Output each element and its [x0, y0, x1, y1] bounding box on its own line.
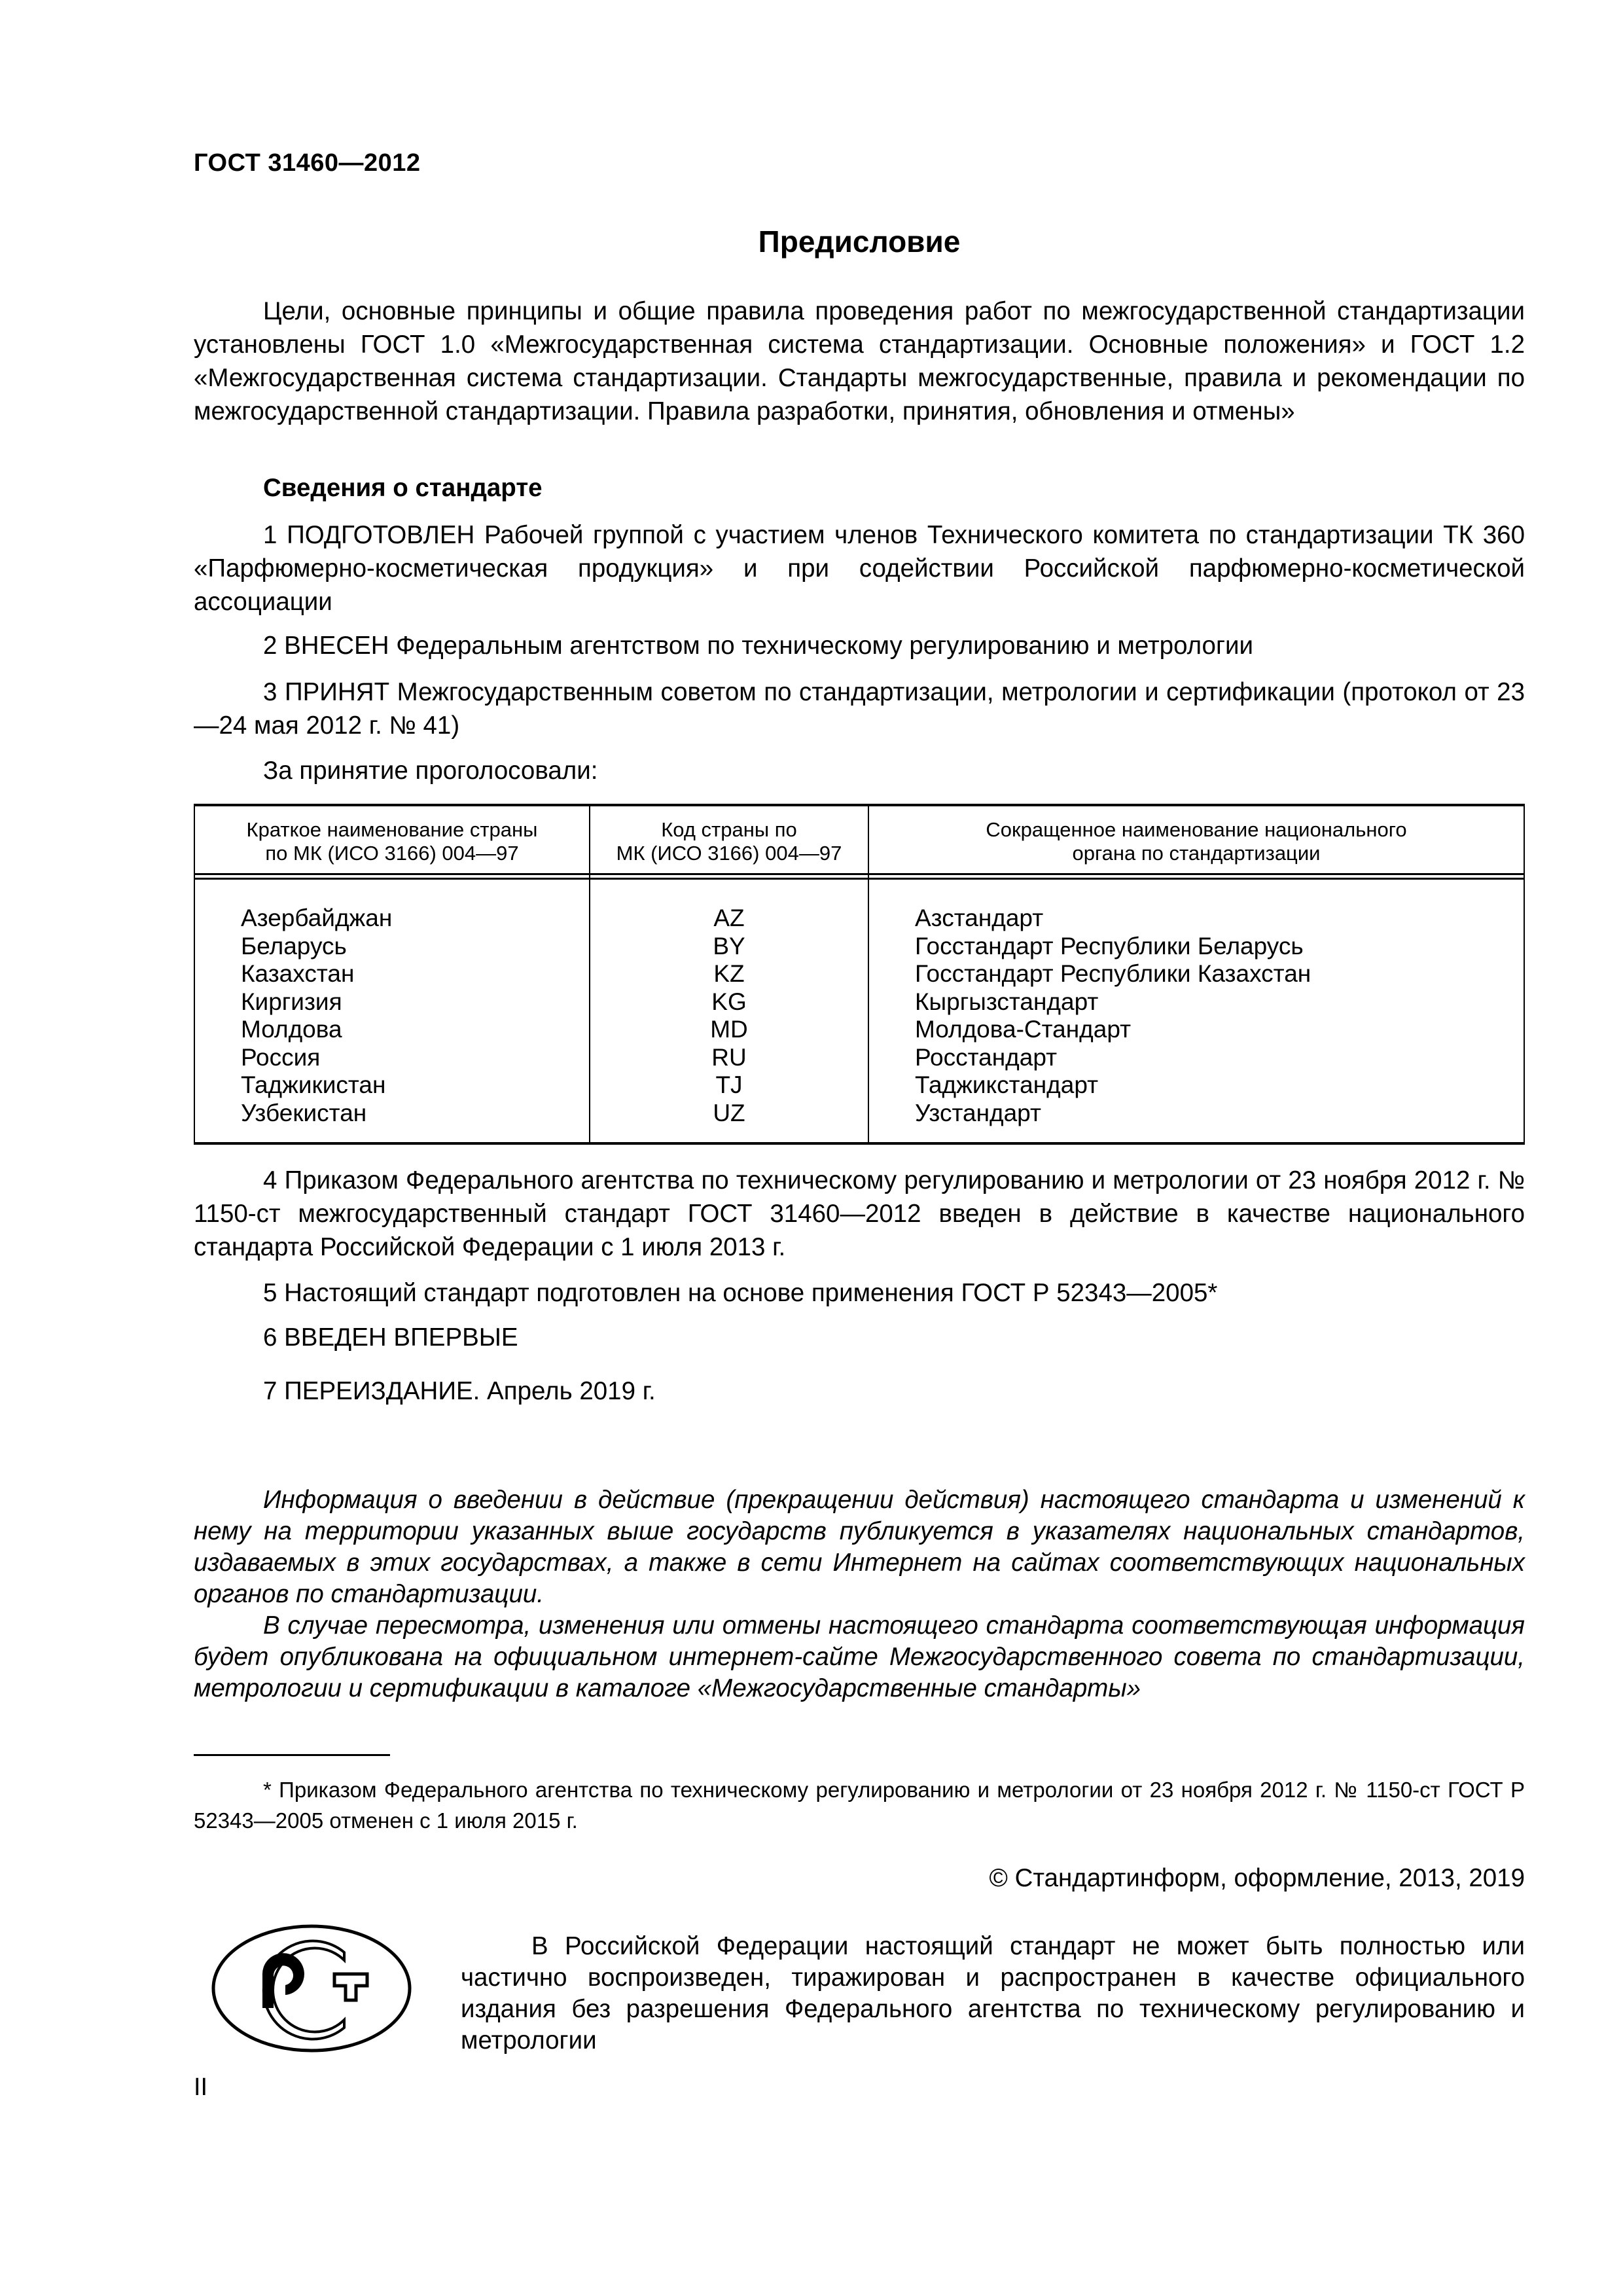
item-6 [194, 1321, 1525, 1354]
table-header-country: Краткое наименование страны по МК (ИСО 3166) 004—97 [246, 818, 538, 865]
item-number: 2 [263, 632, 277, 660]
item-number: 6 [263, 1323, 277, 1352]
table-cell: AZ [713, 905, 745, 931]
table-cell: Молдова [241, 1016, 342, 1043]
table-cell: Казахстан [241, 960, 355, 987]
item-3 [194, 675, 1525, 742]
item-text: Настоящий стандарт подготовлен на основе применения ГОСТ Р 52343—2005* [284, 1279, 1218, 1307]
table-cell: Азстандарт [915, 905, 1044, 931]
item-number: 5 [263, 1279, 277, 1307]
rights-notice: В Российской Федерации настоящий стандарт не может быть полностью или частично воспроизведен, тиражирован и распространен в качестве официального издания без разрешения Федерального агентства по техническому регулированию и метрологии [461, 1932, 1525, 2054]
table-cell: Госстандарт Республики Беларусь [915, 932, 1304, 960]
item-lead: ПОДГОТОВЛЕН [287, 521, 475, 549]
item-5 [194, 1276, 1525, 1310]
intro-paragraph: Цели, основные принципы и общие правила проведения работ по межгосударственной стандартизации установлены ГОСТ 1.0 «Межгосударственная система стандартизации. Основные положения» и ГОСТ 1.2 «Межгосударственная система стандартизации. Стандарты межгосударственные, правила и рекомендации по межгосударственной стандартизации. Правила разработки, принятия, обновления и отмены» [194, 297, 1525, 425]
table-header-divider [195, 873, 1524, 875]
table-column-country [195, 806, 590, 1142]
table-cells-body [869, 905, 1524, 1127]
item-text: ВВЕДЕН ВПЕРВЫЕ [284, 1323, 518, 1352]
table-cell: Узстандарт [915, 1099, 1041, 1126]
table-header-body: Сокращенное наименование национального органа по стандартизации [986, 818, 1407, 865]
rst-certification-mark-icon [200, 1923, 423, 2054]
document-code: ГОСТ 31460—2012 [194, 149, 421, 177]
item-2 [194, 629, 1525, 662]
table-cell: Россия [241, 1043, 321, 1071]
table-cell: Молдова-Стандарт [915, 1016, 1132, 1043]
table-cells-code [590, 905, 868, 1127]
item-text: Приказом Федерального агентства по техническому регулированию и метрологии от 23 ноября 2012 г. № 1150-ст межгосударственный стандарт ГОСТ 31460—2012 введен в действие в качестве национального стандарта Российской Федерации с 1 июля 2013 г. [194, 1166, 1525, 1261]
item-text: ПЕРЕИЗДАНИЕ. Апрель 2019 г. [284, 1377, 656, 1405]
item-text: Рабочей группой с участием членов Технического комитета по стандартизации ТК 360 «Парфюмерно-косметическая продукция» и при содействии Российской парфюмерно-косметической ассоциации [194, 521, 1525, 616]
table-cell: RU [711, 1043, 747, 1071]
table-cell: Госстандарт Республики Казахстан [915, 960, 1311, 987]
table-cell: MD [710, 1016, 748, 1043]
item-4 [194, 1164, 1525, 1264]
voted-label: За принятие проголосовали: [263, 757, 598, 785]
item-lead: ПРИНЯТ [284, 678, 390, 706]
table-cells-country [195, 905, 589, 1127]
table-cell: Таджикистан [241, 1071, 386, 1098]
section-heading: Сведения о стандарте [263, 474, 543, 502]
footnote: * Приказом Федерального агентства по техническому регулированию и метрологии от 23 ноября 2012 г. № 1150-ст ГОСТ Р 52343—2005 отменен с 1 июля 2015 г. [194, 1778, 1525, 1833]
info-notice-2: В случае пересмотра, изменения или отмены настоящего стандарта соответствующая информация будет опубликована на официальном интернет-сайте Межгосударственного совета по стандартизации, метрологии и сертификации в каталоге «Межгосударственные стандарты» [194, 1611, 1525, 1702]
page-title: Предисловие [758, 224, 961, 259]
item-7 [194, 1374, 1525, 1408]
table-header-code: Код страны по МК (ИСО 3166) 004—97 [616, 818, 842, 865]
item-text: Федеральным агентством по техническому регулированию и метрологии [389, 632, 1254, 660]
item-lead: ВНЕСЕН [284, 632, 389, 660]
item-number: 1 [263, 521, 277, 549]
table-cell: Росстандарт [915, 1043, 1058, 1071]
table-cell: TJ [715, 1071, 743, 1098]
table-cell: Киргизия [241, 988, 342, 1015]
table-cell: UZ [713, 1099, 745, 1126]
table-cell: BY [713, 932, 745, 960]
table-header-divider [195, 878, 1524, 880]
table-cell: Кыргызстандарт [915, 988, 1099, 1015]
table-cell: Узбекистан [241, 1099, 367, 1126]
item-number: 4 [263, 1166, 277, 1194]
item-number: 7 [263, 1377, 277, 1405]
table-cell: KZ [713, 960, 745, 987]
table-column-code [590, 806, 869, 1142]
info-notice-1: Информация о введении в действие (прекращении действия) настоящего стандарта и изменений к нему на территории указанных выше государств публикуется в указателях национальных стандартов, издаваемых в этих государствах, а также в сети Интернет на сайтах соответствующих национальных органов по стандартизации. [194, 1486, 1525, 1608]
page-number: II [194, 2073, 208, 2101]
footnote-divider [194, 1754, 390, 1756]
copyright: © Стандартинформ, оформление, 2013, 2019 [989, 1864, 1525, 1892]
item-text: Межгосударственным советом по стандартизации, метрологии и сертификации (протокол от 23—24 мая 2012 г. № 41) [194, 678, 1525, 740]
table-cell: Таджикстандарт [915, 1071, 1099, 1098]
voting-countries-table [194, 804, 1525, 1145]
table-cell: Азербайджан [241, 905, 393, 931]
table-cell: KG [711, 988, 747, 1015]
table-column-body [869, 806, 1524, 1142]
item-number: 3 [263, 678, 277, 706]
table-cell: Беларусь [241, 932, 347, 960]
item-1 [194, 518, 1525, 619]
